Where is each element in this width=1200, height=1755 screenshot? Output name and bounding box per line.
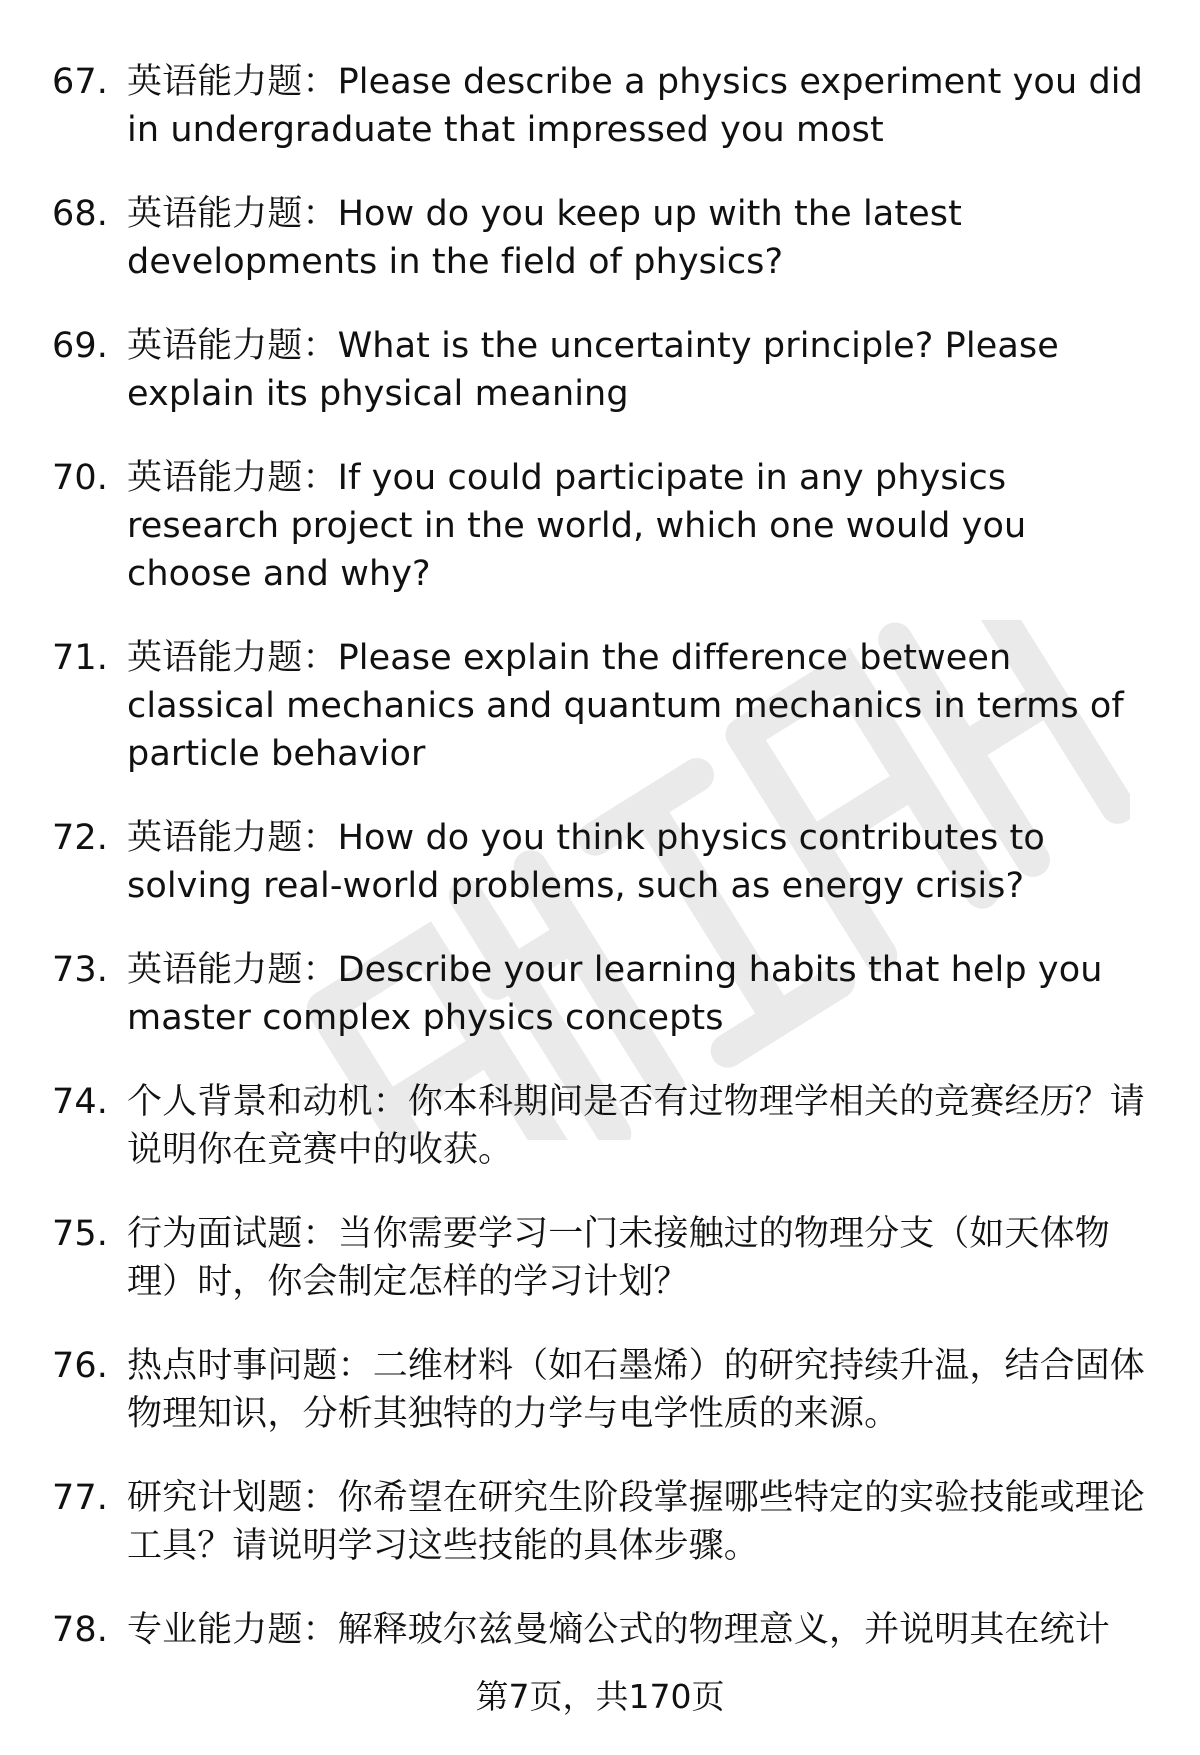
question-item: [52, 634, 1162, 778]
question-item: [52, 1474, 1162, 1570]
question-number: 76.: [52, 1346, 108, 1386]
question-text: 个人背景和动机：你本科期间是否有过物理学相关的竞赛经历？请说明你在竞赛中的收获。: [127, 1082, 1145, 1170]
question-number: 75.: [52, 1214, 108, 1254]
question-number: 77.: [52, 1478, 108, 1518]
question-number: 73.: [52, 950, 108, 990]
question-text: 英语能力题：If you could participate in any physics research project in the world, which one would you choose and why?: [127, 458, 1027, 594]
question-text: 行为面试题：当你需要学习一门未接触过的物理分支（如天体物理）时，你会制定怎样的学习计划？: [127, 1214, 1110, 1302]
question-number: 74.: [52, 1082, 108, 1122]
question-text: 英语能力题：Please explain the difference between classical mechanics and quantum mechanics in terms of particle behavior: [127, 638, 1124, 774]
question-item: [52, 814, 1162, 910]
question-item: [52, 58, 1162, 154]
question-item: [52, 322, 1162, 418]
question-text: 英语能力题：What is the uncertainty principle? Please explain its physical meaning: [127, 326, 1059, 414]
question-number: 67.: [52, 62, 108, 102]
question-item: [52, 454, 1162, 598]
question-text: 研究计划题：你希望在研究生阶段掌握哪些特定的实验技能或理论工具？请说明学习这些技能的具体步骤。: [127, 1478, 1145, 1566]
question-number: 72.: [52, 818, 108, 858]
question-number: 69.: [52, 326, 108, 366]
question-text: 专业能力题：解释玻尔兹曼熵公式的物理意义，并说明其在统计: [127, 1610, 1110, 1650]
page-footer: [0, 1675, 1200, 1719]
question-number: 78.: [52, 1610, 108, 1650]
question-number: 68.: [52, 194, 108, 234]
question-number: 71.: [52, 638, 108, 678]
question-text: 英语能力题：How do you keep up with the latest developments in the field of physics?: [127, 194, 962, 282]
question-item: [52, 1210, 1162, 1306]
page-number-label: 第7页，共170页: [475, 1677, 725, 1716]
question-item: [52, 946, 1162, 1042]
question-item: [52, 1078, 1162, 1174]
question-text: 英语能力题：Please describe a physics experiment you did in undergraduate that impressed you most: [127, 62, 1143, 150]
question-item: [52, 1606, 1162, 1654]
question-item: [52, 190, 1162, 286]
question-text: 热点时事问题：二维材料（如石墨烯）的研究持续升温，结合固体物理知识，分析其独特的力学与电学性质的来源。: [127, 1346, 1145, 1434]
question-list: [52, 58, 1162, 1690]
question-text: 英语能力题：How do you think physics contributes to solving real-world problems, such as energy crisis?: [127, 818, 1045, 906]
question-text: 英语能力题：Describe your learning habits that help you master complex physics concepts: [127, 950, 1103, 1038]
question-number: 70.: [52, 458, 108, 498]
question-item: [52, 1342, 1162, 1438]
